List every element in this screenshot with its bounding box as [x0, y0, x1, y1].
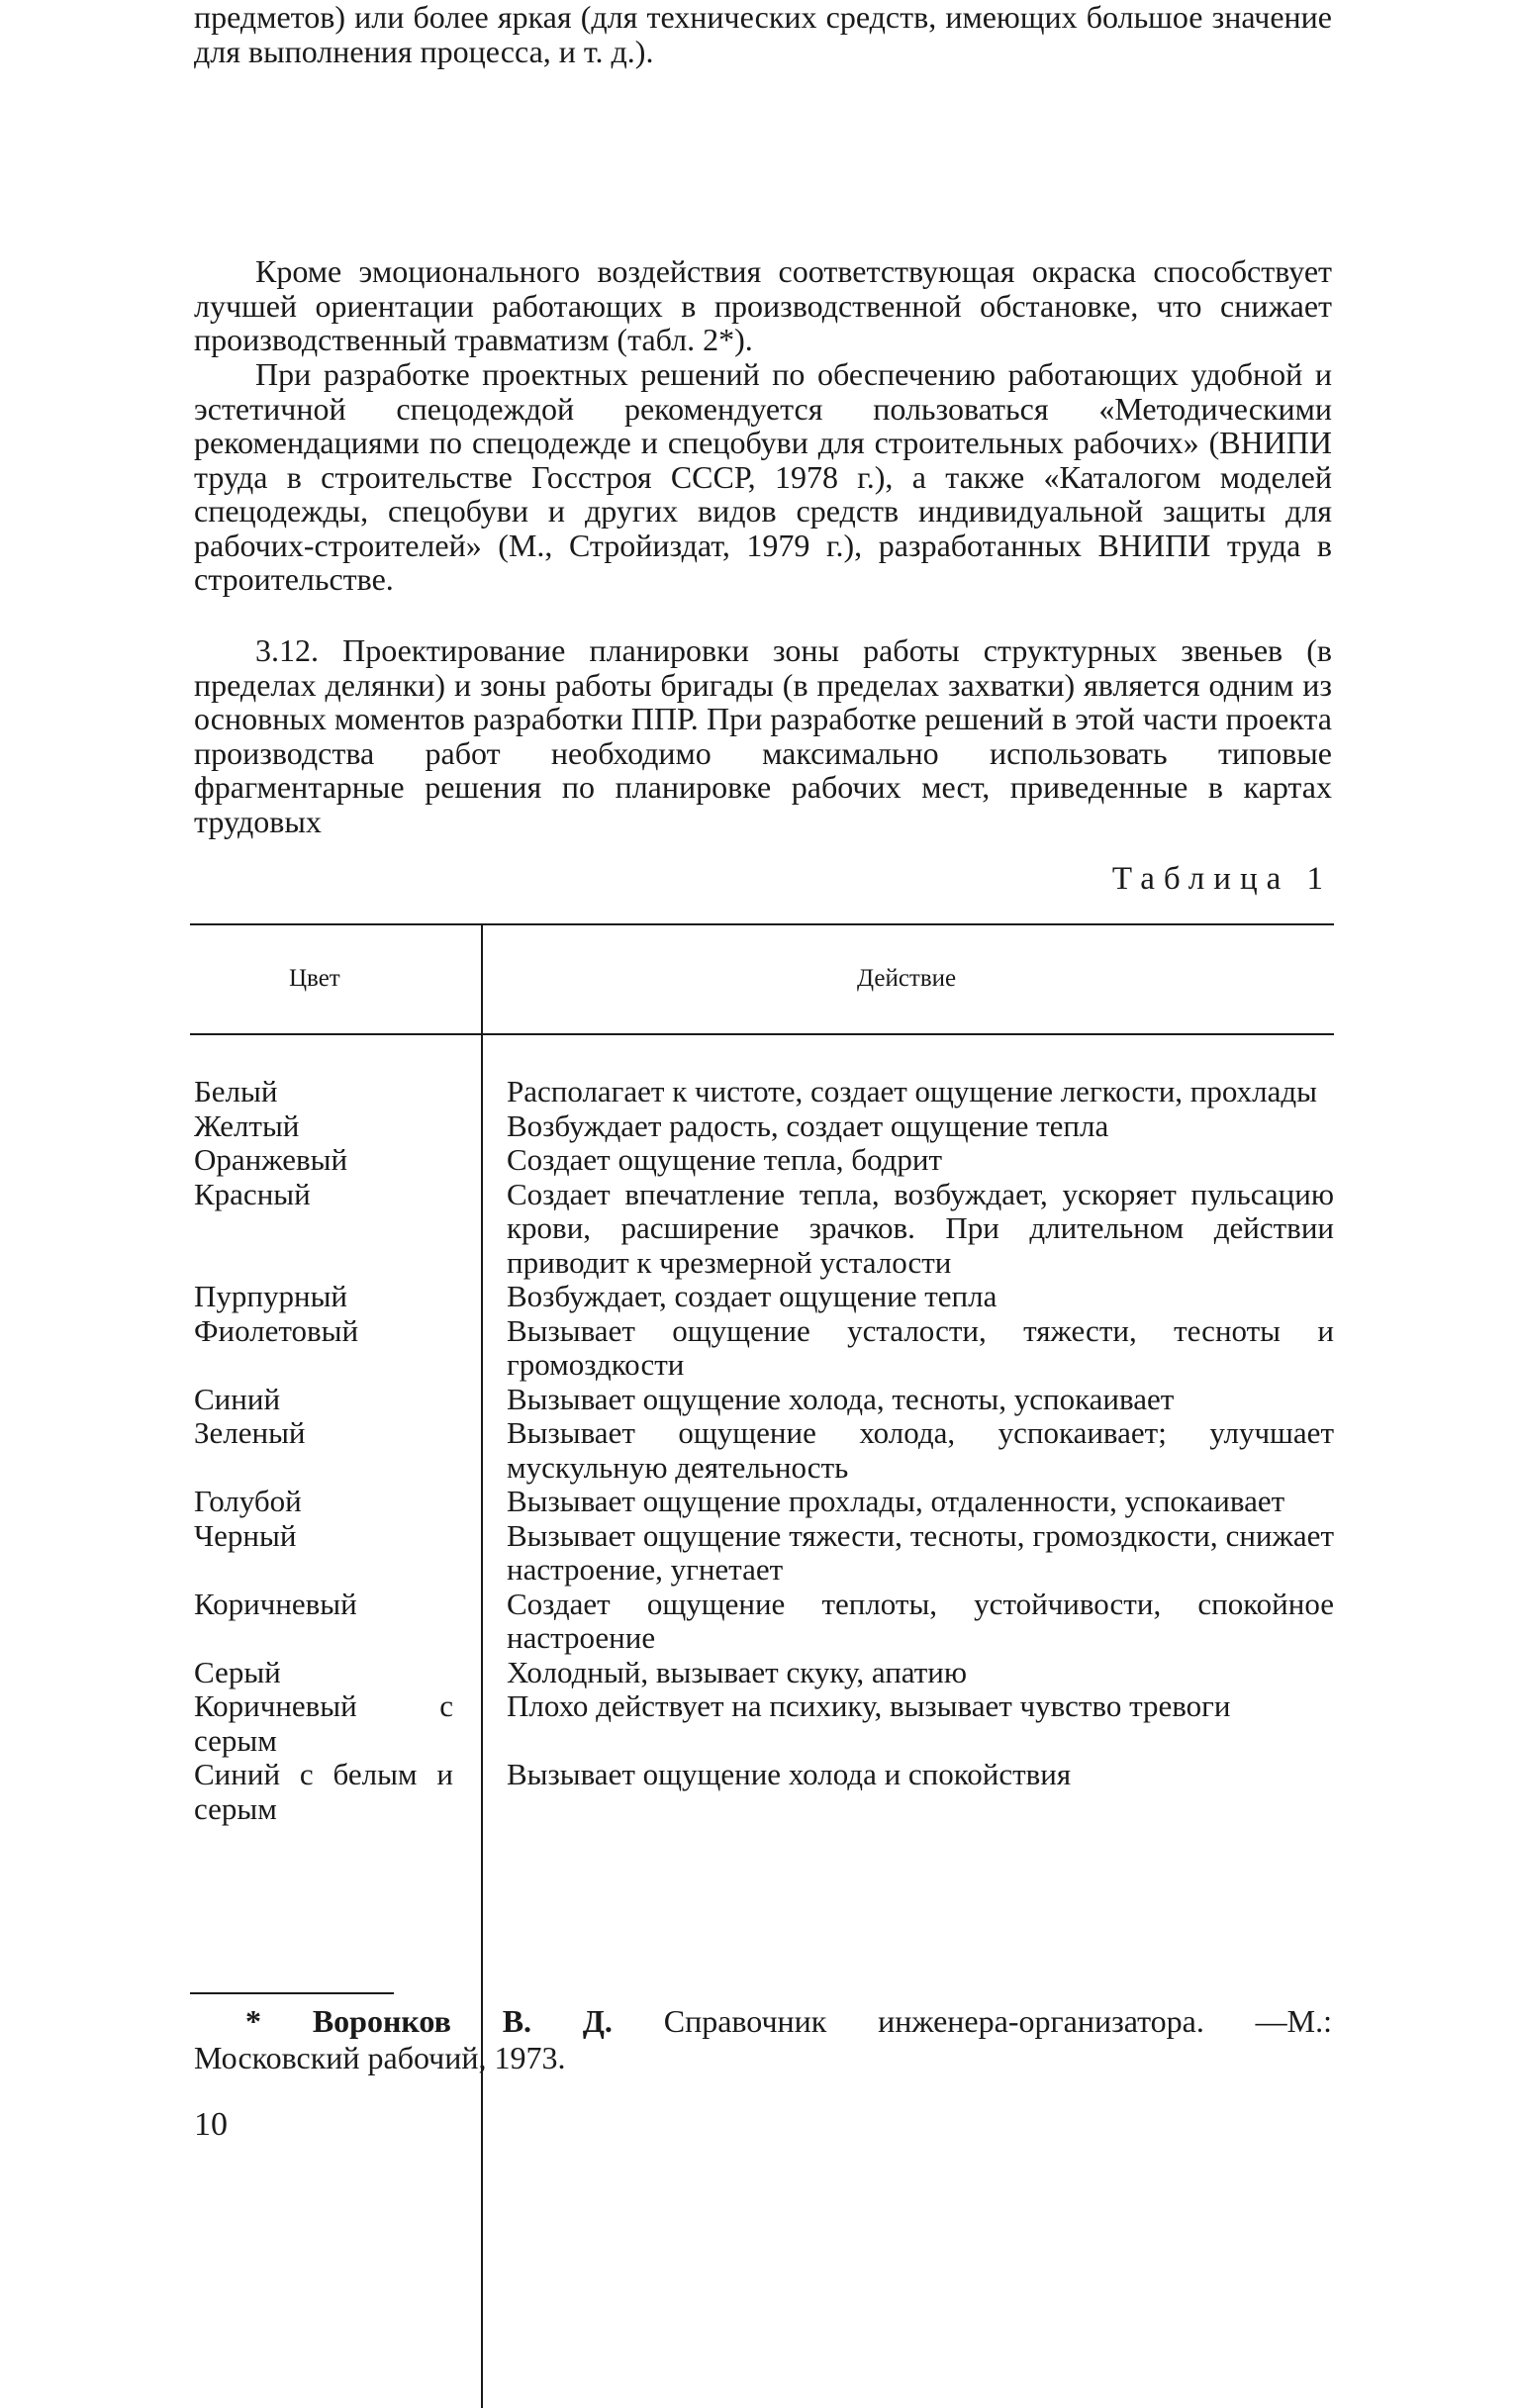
effect-cell: Плохо действует на психику, вызывает чувство тревоги — [507, 1688, 1231, 1723]
effect-cell: Создает впечатление тепла, возбуждает, ускоряет пульсацию крови, расширение зрачков. При длительном действии приводит к чрезмерной усталости — [507, 1176, 1334, 1280]
table-row — [194, 1075, 1334, 1109]
table-row — [194, 1588, 1334, 1656]
footnote-title: Справочник инженера-организатора. —М.: — [663, 2003, 1333, 2039]
color-cell: Зеленый — [194, 1415, 306, 1450]
effect-cell: Вызывает ощущение холода и спокойствия — [507, 1757, 1072, 1791]
color-cell: Фиолетовый — [194, 1312, 359, 1348]
color-cell: Серый — [194, 1654, 281, 1689]
paragraph-section-3-12 — [194, 633, 1332, 838]
color-cell: Пурпурный — [194, 1279, 347, 1313]
paragraph-text: 3.12. Проектирование планировки зоны работы структурных звеньев (в пределах делянки) и зоны работы бригады (в пределах захватки) является одним из основных моментов разработки ППР. При разработке решений в этой части проекта производства работ необходимо максимально использовать типовые фрагментарные решения по планировке рабочих мест, приведенные в картах трудовых — [194, 632, 1332, 839]
table-row — [194, 1383, 1334, 1417]
color-cell: Желтый — [194, 1108, 300, 1143]
effect-cell: Создает ощущение тепла, бодрит — [507, 1142, 943, 1177]
effect-cell: Возбуждает радость, создает ощущение тепла — [507, 1108, 1109, 1143]
effect-cell: Вызывает ощущение усталости, тяжести, тесноты и громоздкости — [507, 1312, 1334, 1382]
table-row — [194, 1416, 1334, 1485]
paragraph-continuation: предметов) или более яркая (для технических средств, имеющих большое значение для выполнения процесса, и т. д.). — [194, 0, 1332, 69]
effect-cell: Вызывает ощущение холода, тесноты, успокаивает — [507, 1381, 1175, 1416]
table-header-color: Цвет — [289, 965, 340, 992]
paragraph-text: При разработке проектных решений по обеспечению работающих удобной и эстетичной спецодеждой рекомендуется пользоваться «Методическими рекомендациями по спецодежде и спецобуви для строительных рабочих» (ВНИПИ труда в строительстве Госстроя СССР, 1978 г.), а также «Каталогом моделей спецодежды, спецобуви и других видов средств индивидуальной защиты для рабочих-строителей» (М., Стройиздат, 1979 г.), разработанных ВНИПИ труда в строительстве. — [194, 356, 1332, 597]
table-row — [194, 1758, 1334, 1826]
color-cell: Красный — [194, 1176, 311, 1211]
color-cell: Синий — [194, 1381, 281, 1416]
table-row — [194, 1485, 1334, 1519]
table-row — [194, 1519, 1334, 1588]
table-row — [194, 1689, 1334, 1758]
footnote-line-1 — [194, 2003, 1332, 2040]
paragraph-coloring-effect — [194, 254, 1332, 357]
effect-cell: Возбуждает, создает ощущение тепла — [507, 1279, 998, 1313]
paragraph-workwear — [194, 357, 1332, 597]
table-header-effect: Действие — [857, 965, 957, 992]
effect-cell: Вызывает ощущение тяжести, тесноты, громоздкости, снижает настроение, угнетает — [507, 1517, 1334, 1587]
color-cell: Оранжевый — [194, 1142, 348, 1177]
table-row — [194, 1109, 1334, 1144]
effect-cell: Холодный, вызывает скуку, апатию — [507, 1654, 968, 1689]
effect-cell: Располагает к чистоте, создает ощущение легкости, прохлады — [507, 1074, 1317, 1108]
color-cell: Коричневый с серым — [194, 1688, 453, 1758]
table-header-rule — [190, 1033, 1334, 1035]
footnote-line-2: Московский рабочий, 1973. — [194, 2040, 566, 2075]
color-cell: Голубой — [194, 1484, 302, 1518]
table-row — [194, 1280, 1334, 1314]
color-cell: Черный — [194, 1517, 297, 1553]
footnote — [194, 2003, 1332, 2076]
color-effect-table — [194, 1075, 1334, 1826]
footnote-rule — [190, 1992, 394, 1994]
table-row — [194, 1143, 1334, 1178]
effect-cell: Вызывает ощущение холода, успокаивает; улучшает мускульную деятельность — [507, 1415, 1334, 1485]
table-row — [194, 1314, 1334, 1383]
color-cell: Белый — [194, 1074, 278, 1108]
table-row — [194, 1178, 1334, 1281]
paragraph-text: Кроме эмоционального воздействия соответствующая окраска способствует лучшей ориентации работающих в производственной обстановке, что снижает производственный травматизм (табл. 2*). — [194, 253, 1332, 357]
color-cell: Коричневый — [194, 1586, 357, 1621]
page-number: 10 — [194, 2106, 228, 2143]
table-caption: Таблица 1 — [1111, 861, 1332, 897]
table-row — [194, 1656, 1334, 1690]
effect-cell: Вызывает ощущение прохлады, отдаленности, успокаивает — [507, 1484, 1285, 1518]
effect-cell: Создает ощущение теплоты, устойчивости, спокойное настроение — [507, 1586, 1334, 1655]
footnote-author: * Воронков В. Д. — [245, 2003, 613, 2039]
table-top-rule — [190, 923, 1334, 925]
color-cell: Синий с белым и серым — [194, 1757, 453, 1826]
